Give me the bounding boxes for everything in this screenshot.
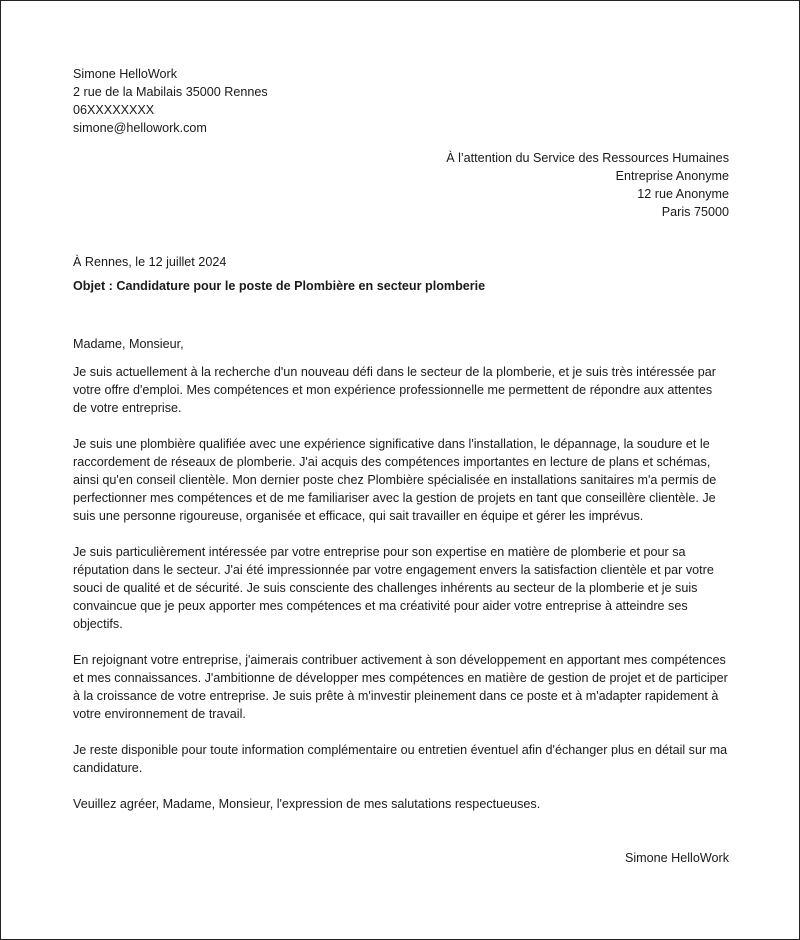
body-paragraph: Je suis une plombière qualifiée avec une expérience significative dans l'installation, le dépannage, la soudure et le raccordement de réseaux de plomberie. J'ai acquis des compétences importantes en lecture de plans et schémas, ainsi qu'en conseil clientèle. Mon dernier poste chez Plombière spécialisée en installations sanitaires m'a permis de perfectionner mes compétences et de me familiariser avec la gestion de projets en tant que conseillère clientèle. Je suis une personne rigoureuse, organisée et efficace, qui sait travailler en équipe et gérer les imprévus.: [73, 437, 717, 523]
sender-phone: 06XXXXXXXX: [73, 103, 155, 117]
subject-line: Objet : Candidature pour le poste de Plombière en secteur plomberie: [73, 279, 486, 293]
sender-name: Simone HelloWork: [73, 67, 178, 81]
recipient-block: [73, 149, 729, 221]
sender-address: 2 rue de la Mabilais 35000 Rennes: [73, 85, 268, 99]
recipient-city: Paris 75000: [661, 205, 729, 219]
body-paragraph: En rejoignant votre entreprise, j'aimerais contribuer activement à son développement en apportant mes compétences et mes connaissances. J'ambitionne de développer mes compétences en matière de gestion de projet et de participer à la croissance de votre entreprise. Je suis prête à m'investir pleinement dans ce poste et à m'adapter rapidement à votre environnement de travail.: [73, 653, 728, 721]
body-paragraph: Je reste disponible pour toute information complémentaire ou entretien éventuel afin d'échanger plus en détail sur ma candidature.: [73, 743, 728, 775]
sender-email: simone@hellowork.com: [73, 121, 207, 135]
body-paragraph: Je suis actuellement à la recherche d'un nouveau défi dans le secteur de la plomberie, et je suis très intéressée par votre offre d'emploi. Mes compétences et mon expérience professionnelle me permettent de répondre aux attentes de votre entreprise.: [73, 365, 716, 415]
signature: Simone HelloWork: [624, 851, 729, 865]
salutation: Madame, Monsieur,: [73, 337, 184, 351]
closing-formula: Veuillez agréer, Madame, Monsieur, l'expression de mes salutations respectueuses.: [73, 797, 541, 811]
sender-block: [73, 65, 729, 137]
recipient-company: Entreprise Anonyme: [615, 169, 729, 183]
recipient-street: 12 rue Anonyme: [637, 187, 729, 201]
body-paragraph: Je suis particulièrement intéressée par votre entreprise pour son expertise en matière de plomberie et pour sa réputation dans le secteur. J'ai été impressionnée par votre engagement envers la satisfaction clientèle et par votre souci de qualité et de sécurité. Je suis consciente des challenges inhérents au secteur de la plomberie et je suis convaincue que je peux apporter mes compétences et ma créativité pour aider votre entreprise à atteindre ses objectifs.: [73, 545, 714, 631]
date-line: À Rennes, le 12 juillet 2024: [73, 255, 227, 269]
letter-content: [73, 65, 729, 867]
recipient-attention: À l’attention du Service des Ressources Humaines: [446, 151, 729, 165]
